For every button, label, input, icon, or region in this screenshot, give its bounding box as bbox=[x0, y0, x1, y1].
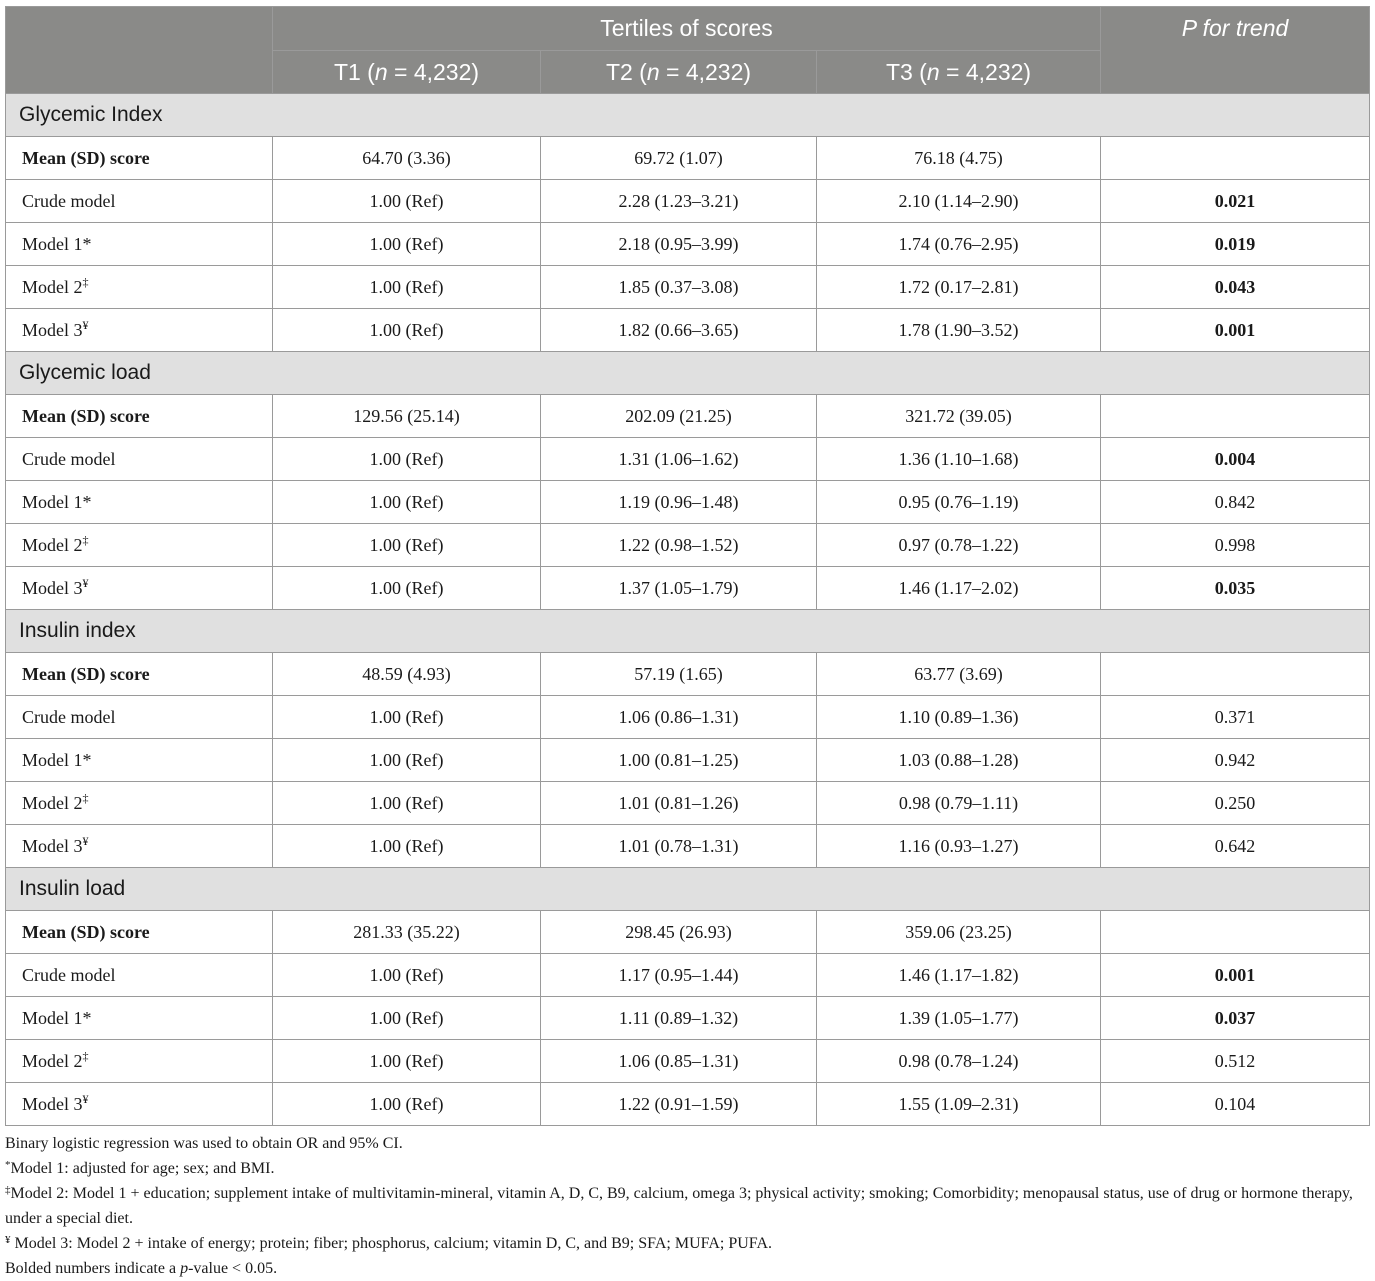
cell-t3: 63.77 (3.69) bbox=[817, 653, 1101, 696]
cell-t1: 1.00 (Ref) bbox=[273, 997, 541, 1040]
table-header bbox=[6, 7, 1370, 94]
cell-t2: 1.01 (0.81–1.26) bbox=[541, 782, 817, 825]
cell-p-trend bbox=[1101, 911, 1370, 954]
cell-t1: 1.00 (Ref) bbox=[273, 739, 541, 782]
table-row bbox=[6, 696, 1370, 739]
table-row bbox=[6, 309, 1370, 352]
cell-t2: 2.18 (0.95–3.99) bbox=[541, 223, 817, 266]
row-label: Crude model bbox=[6, 180, 273, 223]
cell-t2: 1.19 (0.96–1.48) bbox=[541, 481, 817, 524]
table-row bbox=[6, 1083, 1370, 1126]
table-row bbox=[6, 137, 1370, 180]
section-header bbox=[6, 94, 1370, 137]
cell-t1: 1.00 (Ref) bbox=[273, 524, 541, 567]
footnote-model2: ‡Model 2: Model 1 + education; supplement intake of multivitamin-mineral, vitamin A, D, C, B9, calcium, omega 3; physical activity; smoking; Comorbidity; menopausal status, use of drug or hormone therapy, under a special diet. bbox=[5, 1184, 1353, 1227]
section-title: Insulin index bbox=[6, 610, 1370, 653]
cell-t1: 1.00 (Ref) bbox=[273, 481, 541, 524]
cell-t1: 1.00 (Ref) bbox=[273, 180, 541, 223]
table-row bbox=[6, 782, 1370, 825]
cell-t1: 281.33 (35.22) bbox=[273, 911, 541, 954]
cell-p-trend: 0.998 bbox=[1101, 524, 1370, 567]
row-label: Model 2‡ bbox=[6, 782, 273, 825]
cell-t3: 0.98 (0.79–1.11) bbox=[817, 782, 1101, 825]
row-label: Crude model bbox=[6, 696, 273, 739]
cell-t2: 298.45 (26.93) bbox=[541, 911, 817, 954]
row-label: Mean (SD) score bbox=[6, 395, 273, 438]
cell-t1: 1.00 (Ref) bbox=[273, 825, 541, 868]
cell-t3: 1.74 (0.76–2.95) bbox=[817, 223, 1101, 266]
cell-t2: 1.85 (0.37–3.08) bbox=[541, 266, 817, 309]
table-row bbox=[6, 911, 1370, 954]
cell-p-trend: 0.004 bbox=[1101, 438, 1370, 481]
table-row bbox=[6, 567, 1370, 610]
cell-p-trend bbox=[1101, 395, 1370, 438]
cell-p-trend: 0.512 bbox=[1101, 1040, 1370, 1083]
cell-t2: 1.11 (0.89–1.32) bbox=[541, 997, 817, 1040]
cell-p-trend: 0.001 bbox=[1101, 954, 1370, 997]
cell-t1: 1.00 (Ref) bbox=[273, 567, 541, 610]
header-blank bbox=[6, 7, 273, 94]
table-row bbox=[6, 997, 1370, 1040]
cell-t2: 1.82 (0.66–3.65) bbox=[541, 309, 817, 352]
table-row bbox=[6, 524, 1370, 567]
footnote-bold: Bolded numbers indicate a p-value < 0.05. bbox=[5, 1260, 278, 1277]
row-label: Mean (SD) score bbox=[6, 137, 273, 180]
cell-t1: 1.00 (Ref) bbox=[273, 954, 541, 997]
row-label: Model 2‡ bbox=[6, 524, 273, 567]
cell-t2: 1.37 (1.05–1.79) bbox=[541, 567, 817, 610]
cell-p-trend: 0.019 bbox=[1101, 223, 1370, 266]
row-label: Model 2‡ bbox=[6, 266, 273, 309]
cell-p-trend: 0.037 bbox=[1101, 997, 1370, 1040]
table-row bbox=[6, 653, 1370, 696]
table-row bbox=[6, 395, 1370, 438]
cell-p-trend: 0.942 bbox=[1101, 739, 1370, 782]
row-label: Model 3¥ bbox=[6, 309, 273, 352]
row-label: Model 1* bbox=[6, 997, 273, 1040]
cell-p-trend: 0.104 bbox=[1101, 1083, 1370, 1126]
row-label: Model 3¥ bbox=[6, 825, 273, 868]
row-label: Crude model bbox=[6, 438, 273, 481]
cell-t3: 1.10 (0.89–1.36) bbox=[817, 696, 1101, 739]
cell-t1: 1.00 (Ref) bbox=[273, 1040, 541, 1083]
cell-p-trend: 0.035 bbox=[1101, 567, 1370, 610]
cell-t2: 1.06 (0.85–1.31) bbox=[541, 1040, 817, 1083]
table-body bbox=[6, 94, 1370, 1126]
cell-t3: 1.46 (1.17–1.82) bbox=[817, 954, 1101, 997]
cell-t3: 0.98 (0.78–1.24) bbox=[817, 1040, 1101, 1083]
footnote-regression: Binary logistic regression was used to obtain OR and 95% CI. bbox=[5, 1135, 403, 1152]
section-title: Insulin load bbox=[6, 868, 1370, 911]
cell-p-trend: 0.642 bbox=[1101, 825, 1370, 868]
cell-t3: 1.72 (0.17–2.81) bbox=[817, 266, 1101, 309]
cell-t3: 1.46 (1.17–2.02) bbox=[817, 567, 1101, 610]
footnote-model1: *Model 1: adjusted for age; sex; and BMI. bbox=[5, 1159, 275, 1177]
cell-t2: 1.31 (1.06–1.62) bbox=[541, 438, 817, 481]
table-row bbox=[6, 954, 1370, 997]
row-label: Model 1* bbox=[6, 739, 273, 782]
cell-t2: 1.06 (0.86–1.31) bbox=[541, 696, 817, 739]
row-label: Crude model bbox=[6, 954, 273, 997]
cell-t2: 1.01 (0.78–1.31) bbox=[541, 825, 817, 868]
cell-t3: 0.95 (0.76–1.19) bbox=[817, 481, 1101, 524]
cell-p-trend: 0.021 bbox=[1101, 180, 1370, 223]
section-header bbox=[6, 868, 1370, 911]
table-row bbox=[6, 223, 1370, 266]
header-t2: T2 (n = 4,232) bbox=[541, 51, 817, 94]
cell-t2: 57.19 (1.65) bbox=[541, 653, 817, 696]
table-row bbox=[6, 266, 1370, 309]
cell-p-trend: 0.043 bbox=[1101, 266, 1370, 309]
cell-t3: 1.36 (1.10–1.68) bbox=[817, 438, 1101, 481]
row-label: Model 3¥ bbox=[6, 1083, 273, 1126]
cell-t3: 1.78 (1.90–3.52) bbox=[817, 309, 1101, 352]
cell-t1: 1.00 (Ref) bbox=[273, 309, 541, 352]
table-row bbox=[6, 1040, 1370, 1083]
cell-t3: 76.18 (4.75) bbox=[817, 137, 1101, 180]
table-row bbox=[6, 825, 1370, 868]
cell-t1: 1.00 (Ref) bbox=[273, 223, 541, 266]
header-tertiles: Tertiles of scores bbox=[273, 7, 1101, 51]
table-row bbox=[6, 180, 1370, 223]
cell-t3: 359.06 (23.25) bbox=[817, 911, 1101, 954]
results-table bbox=[5, 6, 1370, 1126]
header-p-trend-text: P for trend bbox=[1181, 15, 1289, 41]
section-title: Glycemic load bbox=[6, 352, 1370, 395]
row-label: Mean (SD) score bbox=[6, 911, 273, 954]
cell-t2: 2.28 (1.23–3.21) bbox=[541, 180, 817, 223]
row-label: Model 2‡ bbox=[6, 1040, 273, 1083]
header-t3: T3 (n = 4,232) bbox=[817, 51, 1101, 94]
footnote-model3: ¥ Model 3: Model 2 + intake of energy; protein; fiber; phosphorus, calcium; vitamin D, C, and B9; SFA; MUFA; PUFA. bbox=[5, 1234, 773, 1252]
cell-t2: 1.17 (0.95–1.44) bbox=[541, 954, 817, 997]
cell-t2: 69.72 (1.07) bbox=[541, 137, 817, 180]
cell-t3: 1.55 (1.09–2.31) bbox=[817, 1083, 1101, 1126]
section-title: Glycemic Index bbox=[6, 94, 1370, 137]
section-header bbox=[6, 610, 1370, 653]
cell-p-trend: 0.001 bbox=[1101, 309, 1370, 352]
cell-t2: 202.09 (21.25) bbox=[541, 395, 817, 438]
cell-t3: 1.16 (0.93–1.27) bbox=[817, 825, 1101, 868]
cell-t2: 1.22 (0.91–1.59) bbox=[541, 1083, 817, 1126]
cell-p-trend bbox=[1101, 137, 1370, 180]
cell-t1: 129.56 (25.14) bbox=[273, 395, 541, 438]
table-row bbox=[6, 438, 1370, 481]
cell-t1: 48.59 (4.93) bbox=[273, 653, 541, 696]
cell-t1: 1.00 (Ref) bbox=[273, 1083, 541, 1126]
cell-p-trend: 0.371 bbox=[1101, 696, 1370, 739]
cell-p-trend: 0.842 bbox=[1101, 481, 1370, 524]
cell-t1: 1.00 (Ref) bbox=[273, 438, 541, 481]
table-row bbox=[6, 739, 1370, 782]
cell-t2: 1.22 (0.98–1.52) bbox=[541, 524, 817, 567]
cell-t1: 1.00 (Ref) bbox=[273, 696, 541, 739]
cell-p-trend bbox=[1101, 653, 1370, 696]
footnotes bbox=[5, 1131, 1369, 1281]
cell-t3: 2.10 (1.14–2.90) bbox=[817, 180, 1101, 223]
table-row bbox=[6, 481, 1370, 524]
cell-t1: 64.70 (3.36) bbox=[273, 137, 541, 180]
cell-p-trend: 0.250 bbox=[1101, 782, 1370, 825]
cell-t3: 1.39 (1.05–1.77) bbox=[817, 997, 1101, 1040]
section-header bbox=[6, 352, 1370, 395]
row-label: Mean (SD) score bbox=[6, 653, 273, 696]
header-t1: T1 (n = 4,232) bbox=[273, 51, 541, 94]
cell-t3: 0.97 (0.78–1.22) bbox=[817, 524, 1101, 567]
cell-t2: 1.00 (0.81–1.25) bbox=[541, 739, 817, 782]
row-label: Model 1* bbox=[6, 223, 273, 266]
row-label: Model 1* bbox=[6, 481, 273, 524]
cell-t1: 1.00 (Ref) bbox=[273, 782, 541, 825]
row-label: Model 3¥ bbox=[6, 567, 273, 610]
cell-t3: 321.72 (39.05) bbox=[817, 395, 1101, 438]
cell-t1: 1.00 (Ref) bbox=[273, 266, 541, 309]
header-p-trend bbox=[1101, 7, 1370, 94]
cell-t3: 1.03 (0.88–1.28) bbox=[817, 739, 1101, 782]
